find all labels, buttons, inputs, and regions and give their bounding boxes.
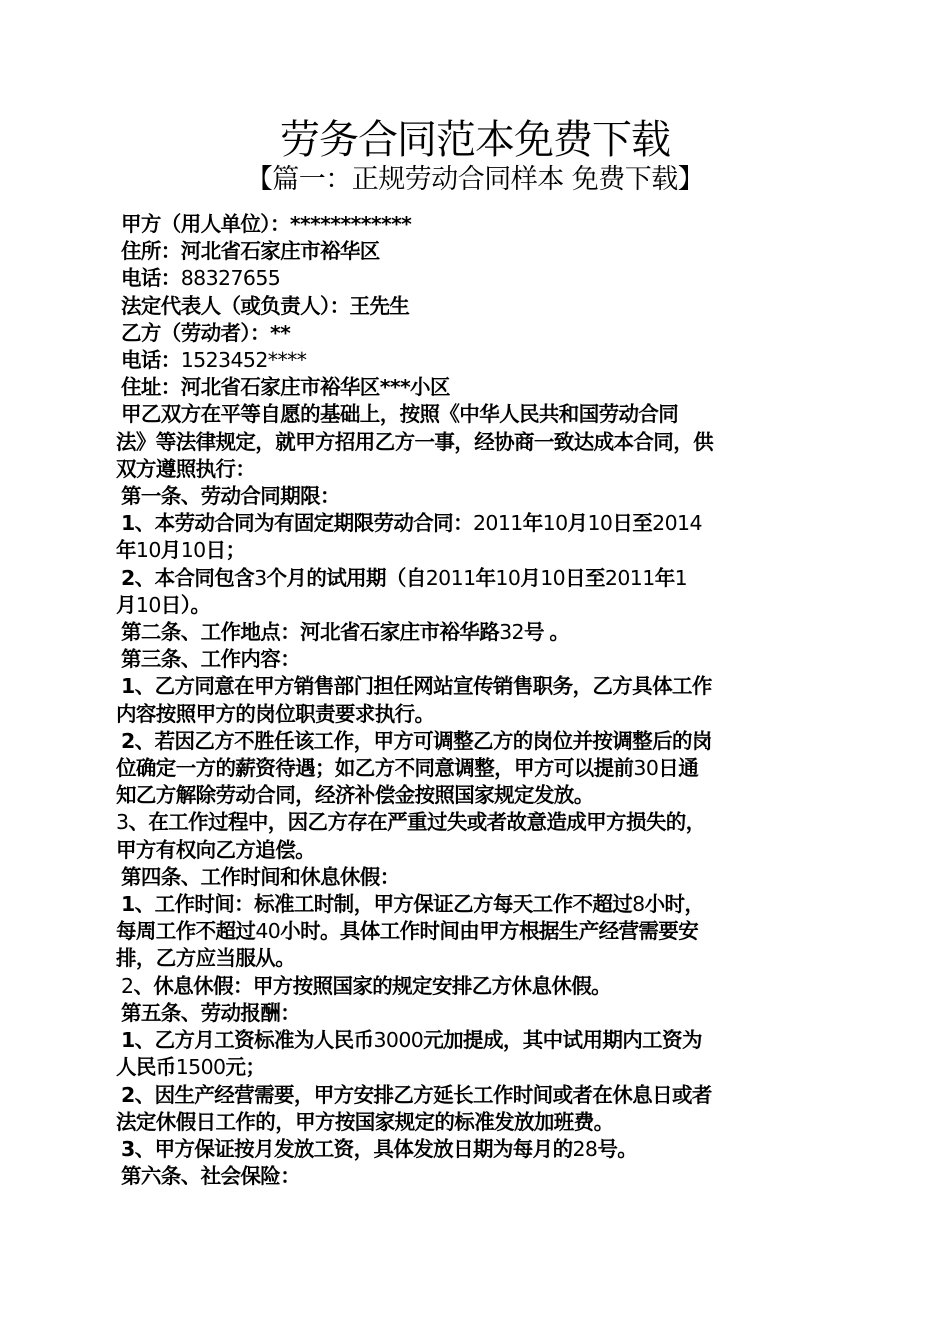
clause-text: 年 bbox=[654, 565, 675, 590]
article-1-clause-2-cont bbox=[116, 592, 836, 619]
document-subtitle: 【篇一：正规劳动合同样本 免费下载】 bbox=[245, 164, 705, 195]
article-1-clause-1-cont bbox=[116, 537, 836, 564]
clause-text: 个月的试用期（自 bbox=[266, 565, 426, 590]
clause-text: 日至 bbox=[612, 511, 653, 536]
day-value: 10 bbox=[540, 565, 566, 590]
article-1-clause-1 bbox=[116, 510, 836, 537]
clause-number: 2 bbox=[121, 973, 134, 998]
party-a-phone: 88327655 bbox=[180, 266, 281, 291]
number-value: 40 bbox=[255, 919, 281, 944]
number-value: 28 bbox=[572, 1136, 598, 1161]
phone-label: 电话： bbox=[121, 266, 181, 291]
clause-text: 日至 bbox=[565, 565, 605, 590]
month-value: 10 bbox=[495, 565, 521, 590]
article-4-clause-2 bbox=[116, 973, 836, 1000]
party-a-name: ************ bbox=[289, 212, 412, 236]
number-value: 3 bbox=[254, 565, 267, 590]
article-3-clause-1-cont: 内容按照甲方的岗位职责要求执行。 bbox=[116, 701, 435, 726]
number-value: 1500 bbox=[175, 1055, 226, 1080]
number-value: 8 bbox=[632, 892, 645, 917]
article-2-heading bbox=[116, 619, 836, 646]
month-value: 1 bbox=[674, 565, 688, 590]
clause-text: 1、本劳动合同为有固定期限劳动合同： bbox=[121, 511, 473, 536]
article-6-heading: 第六条、社会保险： bbox=[121, 1164, 301, 1189]
article-5-clause-1 bbox=[116, 1027, 836, 1054]
clause-text: 、休息休假：甲方按照国家的规定安排乙方休息休假。 bbox=[133, 973, 612, 998]
clause-text: 位确定一方的薪资待遇；如乙方不同意调整，甲方可以提前 bbox=[116, 756, 634, 781]
clause-text: 元； bbox=[225, 1055, 266, 1080]
party-b-phone-line bbox=[116, 347, 836, 374]
clause-text: 每周工作不超过 bbox=[116, 919, 256, 944]
clause-text: 年 bbox=[475, 565, 496, 590]
clause-text: 年 bbox=[116, 538, 136, 563]
day-value: 10 bbox=[135, 592, 161, 617]
number-value: 30 bbox=[633, 756, 659, 781]
clause-number: 3 bbox=[116, 810, 129, 835]
clause-text: 1、工作时间：标准工时制，甲方保证乙方每天工作不超过 bbox=[121, 892, 633, 917]
clause-text: 2、本合同包含 bbox=[121, 565, 255, 590]
month-value: 10 bbox=[135, 538, 161, 563]
clause-text: 人民币 bbox=[116, 1055, 176, 1080]
clause-text: 月 bbox=[567, 511, 588, 536]
article-4-clause-1-cont: 排，乙方应当服从。 bbox=[116, 946, 296, 971]
article-1-heading: 第一条、劳动合同期限： bbox=[121, 484, 340, 509]
year-value: 2014 bbox=[652, 511, 702, 536]
day-value: 10 bbox=[587, 511, 613, 536]
party-b-name: ** bbox=[269, 320, 291, 345]
clause-text: 号 。 bbox=[524, 620, 570, 645]
article-4-clause-1 bbox=[116, 891, 836, 918]
clause-text: 3、甲方保证按月发放工资，具体发放日期为每月的 bbox=[121, 1136, 573, 1161]
article-4-heading: 第四条、工作时间和休息休假： bbox=[121, 864, 400, 889]
party-a-phone-line bbox=[116, 265, 836, 292]
phone-label: 电话： bbox=[121, 348, 181, 373]
clause-text: 小时， bbox=[644, 892, 705, 917]
clause-text: 日通 bbox=[658, 756, 699, 781]
clause-text: 号。 bbox=[597, 1136, 638, 1161]
article-1-clause-2 bbox=[116, 565, 836, 592]
party-a-address-line: 住所：河北省石家庄市裕华区 bbox=[121, 239, 380, 264]
clause-text: 小时。具体工作时间由甲方根据生产经营需要安 bbox=[280, 919, 699, 944]
year-value: 2011 bbox=[604, 565, 655, 590]
clause-text: 月 bbox=[520, 565, 541, 590]
clause-text: 第二条、工作地点：河北省石家庄市裕华路 bbox=[121, 620, 500, 645]
party-b-name-line bbox=[116, 320, 836, 347]
clause-text: 月 bbox=[116, 592, 136, 617]
year-value: 2011 bbox=[472, 511, 523, 536]
party-b-phone: 1523452**** bbox=[180, 348, 307, 373]
article-3-heading: 第三条、工作内容： bbox=[121, 647, 301, 672]
day-value: 10 bbox=[180, 538, 206, 563]
number-value: 3000 bbox=[373, 1028, 424, 1053]
article-3-clause-3-cont: 甲方有权向乙方追偿。 bbox=[116, 837, 315, 862]
document-title: 劳务合同范本免费下载 bbox=[280, 117, 670, 163]
article-4-clause-1-cont bbox=[116, 918, 836, 945]
preamble-line: 甲乙双方在平等自愿的基础上，按照《中华人民共和国劳动合同 bbox=[121, 402, 679, 427]
article-5-clause-2: 2、因生产经营需要，甲方安排乙方延长工作时间或者在休息日或者 bbox=[121, 1082, 712, 1107]
clause-text: 日； bbox=[205, 538, 246, 563]
clause-text: 年 bbox=[522, 511, 543, 536]
article-3-clause-2: 2、若因乙方不胜任该工作，甲方可调整乙方的岗位并按调整后的岗 bbox=[121, 728, 712, 753]
article-5-clause-1-cont bbox=[116, 1054, 836, 1081]
legal-representative-line: 法定代表人（或负责人）：王先生 bbox=[121, 293, 410, 318]
preamble-line: 法》等法律规定，就甲方招用乙方一事，经协商一致达成本合同，供 bbox=[116, 429, 713, 454]
preamble-line: 双方遵照执行： bbox=[116, 456, 256, 481]
article-3-clause-2-cont bbox=[116, 755, 836, 782]
clause-text: 月 bbox=[160, 538, 181, 563]
article-3-clause-3 bbox=[116, 809, 836, 836]
party-b-address-line: 住址：河北省石家庄市裕华区***小区 bbox=[121, 375, 450, 400]
party-b-label: 乙方（劳动者）： bbox=[121, 320, 270, 345]
party-a-label: 甲方（用人单位）： bbox=[121, 212, 290, 236]
year-value: 2011 bbox=[425, 565, 476, 590]
party-a-name-line bbox=[116, 211, 836, 238]
article-5-heading: 第五条、劳动报酬： bbox=[121, 1000, 301, 1025]
clause-text: 、在工作过程中，因乙方存在严重过失或者故意造成甲方损失的， bbox=[128, 810, 706, 835]
contract-body bbox=[116, 211, 836, 1190]
month-value: 10 bbox=[542, 511, 568, 536]
article-5-clause-3 bbox=[116, 1136, 836, 1163]
article-3-clause-2-cont: 知乙方解除劳动合同，经济补偿金按照国家规定发放。 bbox=[116, 783, 594, 808]
clause-text: 1、乙方月工资标准为人民币 bbox=[121, 1028, 374, 1053]
clause-text: 日）。 bbox=[160, 592, 211, 617]
article-3-clause-1: 1、乙方同意在甲方销售部门担任网站宣传销售职务，乙方具体工作 bbox=[121, 674, 712, 699]
number-value: 32 bbox=[499, 620, 524, 645]
article-5-clause-2-cont: 法定休假日工作的，甲方按国家规定的标准发放加班费。 bbox=[116, 1109, 614, 1134]
clause-text: 元加提成，其中试用期内工资为 bbox=[423, 1028, 702, 1053]
